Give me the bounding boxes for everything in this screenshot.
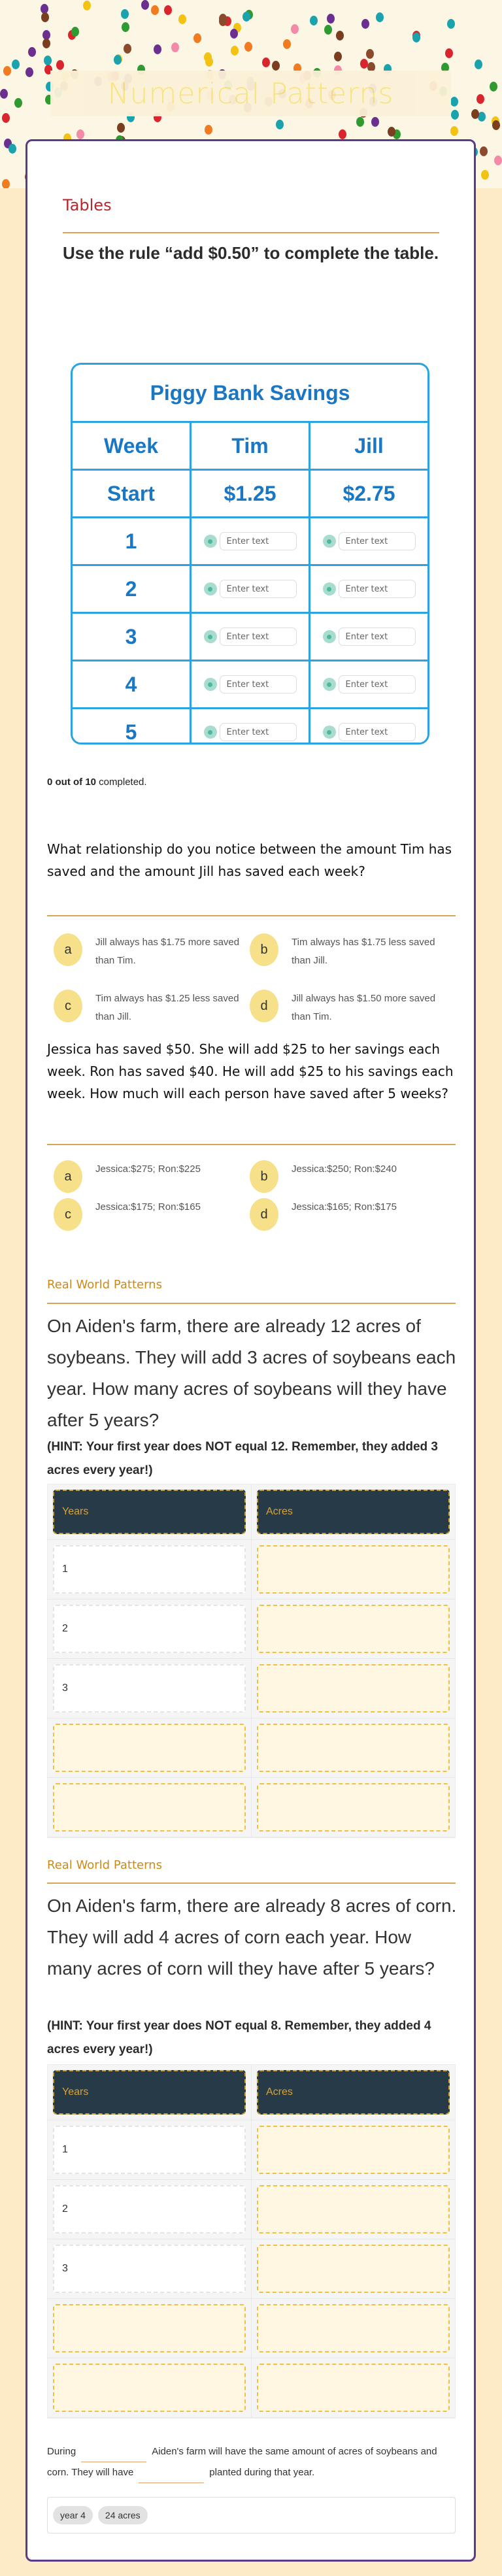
tim-week-input-group: [204, 627, 297, 646]
question-divider: [47, 915, 456, 916]
option-letter-badge: a: [54, 933, 82, 966]
word-chip[interactable]: 24 acres: [98, 2506, 148, 2524]
week-label: 4: [73, 661, 192, 707]
tim-week-input-group: [204, 723, 297, 741]
question-relationship: What relationship do you notice between the amount Tim has saved and the amount Jill has saved each week?: [47, 841, 452, 879]
jill-cell: [310, 614, 427, 660]
tim-cell: [192, 566, 310, 612]
tim-week-input[interactable]: Enter text: [220, 580, 297, 598]
table-row: [48, 2239, 455, 2299]
year-drop-zone[interactable]: [53, 1724, 246, 1772]
completion-suffix: completed.: [96, 777, 147, 788]
confetti-dot: [447, 19, 455, 29]
confetti-dot: [276, 120, 284, 129]
confetti-dot: [2, 179, 10, 188]
table-row: [48, 2299, 455, 2358]
confetti-dot: [360, 59, 368, 69]
confetti-dot: [28, 47, 36, 57]
option-text: Jessica:$275; Ron:$225: [95, 1163, 201, 1175]
table-row: [48, 2120, 455, 2180]
section-heading-real-world: Real World Patterns: [47, 1278, 162, 1292]
option-letter-badge: b: [250, 933, 278, 966]
word-chip[interactable]: year 4: [53, 2506, 93, 2524]
option-letter-badge: d: [250, 1198, 278, 1231]
confetti-dot: [124, 44, 131, 54]
jill-week-input-group: [323, 532, 416, 550]
confetti-dot: [450, 126, 458, 136]
fill-text-3: planted during that year.: [209, 2467, 315, 2478]
confetti-dot: [121, 9, 129, 19]
confetti-dot: [481, 170, 489, 180]
section-divider: [47, 1882, 456, 1884]
confetti-dot: [451, 110, 459, 120]
jill-week-input[interactable]: Enter text: [339, 627, 416, 646]
option-text: Tim always has $1.75 less saved than Jill.: [292, 937, 435, 966]
answer-option-c[interactable]: [54, 1198, 250, 1231]
year-cell: 3: [53, 1664, 246, 1713]
confetti-dot: [334, 52, 342, 61]
confetti-dot: [71, 27, 79, 37]
blank-drop-1[interactable]: [81, 2449, 146, 2462]
option-text: Tim always has $1.25 less saved than Jill.: [95, 993, 239, 1022]
confetti-dot: [450, 97, 458, 107]
tim-week-input-group: [204, 580, 297, 598]
confetti-dot: [151, 5, 159, 15]
option-letter-badge: c: [54, 990, 82, 1022]
tim-week-input[interactable]: Enter text: [220, 532, 297, 550]
confetti-dot: [122, 22, 129, 32]
confetti-dot: [141, 0, 149, 10]
week-label: 3: [73, 614, 192, 660]
header-acres: Acres: [257, 2070, 450, 2115]
confetti-dot: [494, 156, 502, 165]
acres-drop-zone[interactable]: [257, 2364, 450, 2412]
jill-week-input-group: [323, 675, 416, 694]
tim-cell: [192, 709, 310, 744]
confetti-dot: [371, 117, 379, 127]
header-years: Years: [53, 2070, 246, 2115]
table-row-week: [73, 709, 427, 744]
year-cell: 2: [53, 2185, 246, 2233]
table-row: [48, 1540, 455, 1599]
year-cell: 1: [53, 1545, 246, 1594]
answer-option-b[interactable]: [250, 1160, 446, 1193]
confetti-dot: [12, 59, 20, 69]
option-letter-badge: c: [54, 1198, 82, 1231]
table-row-start: [73, 471, 427, 518]
confetti-dot: [361, 19, 369, 29]
confetti-dot: [0, 89, 8, 99]
header-week: Week: [73, 423, 192, 469]
option-text: Jill always has $1.75 more saved than Tim.: [95, 937, 240, 966]
confetti-dot: [178, 14, 186, 24]
week-label: 2: [73, 566, 192, 612]
confetti-dot: [412, 33, 420, 42]
acres-drop-zone[interactable]: [257, 2245, 450, 2293]
confetti-dot: [171, 42, 179, 52]
jill-week-input-group: [323, 627, 416, 646]
confetti-dot: [3, 66, 11, 76]
tim-start-value: $1.25: [192, 471, 310, 516]
input-marker-icon: [204, 582, 217, 595]
section-divider: [47, 1303, 456, 1304]
confetti-dot: [205, 57, 213, 67]
tim-cell: [192, 614, 310, 660]
input-marker-icon: [204, 678, 217, 691]
options-jessica: [54, 1160, 459, 1231]
confetti-dot: [83, 1, 91, 10]
year-cell: 3: [53, 2245, 246, 2293]
confetti-dot: [283, 39, 291, 49]
confetti-dot: [339, 129, 346, 139]
table-row-week: [73, 614, 427, 661]
answer-option-b[interactable]: [250, 933, 446, 970]
confetti-dot: [324, 25, 332, 35]
table-row: [48, 1599, 455, 1659]
section-heading-real-world: Real World Patterns: [47, 1858, 162, 1872]
option-text: Jill always has $1.50 more saved than Tim.: [292, 993, 436, 1022]
confetti-dot: [117, 123, 125, 133]
start-label: Start: [73, 471, 192, 516]
completion-status: [47, 777, 147, 788]
page-title-box: [50, 71, 451, 116]
year-drop-zone[interactable]: [53, 2304, 246, 2352]
input-marker-icon: [323, 582, 336, 595]
jill-week-input-group: [323, 723, 416, 741]
confetti-dot: [56, 60, 64, 70]
confetti-dot: [41, 12, 49, 22]
option-text: Jessica:$165; Ron:$175: [292, 1201, 397, 1213]
table-header-row: [48, 2065, 455, 2120]
question-divider: [47, 1144, 456, 1145]
table-row-week: [73, 518, 427, 566]
table-row: [48, 2358, 455, 2418]
tim-week-input[interactable]: Enter text: [220, 675, 297, 694]
confetti-dot: [230, 29, 238, 39]
header-tim: Tim: [192, 423, 310, 469]
year-drop-zone[interactable]: [53, 2364, 246, 2412]
jill-week-input[interactable]: Enter text: [339, 580, 416, 598]
header-acres: Acres: [257, 1490, 450, 1534]
confetti-dot: [262, 58, 270, 67]
year-cell: 1: [53, 2126, 246, 2174]
confetti-dot: [388, 127, 395, 137]
jill-cell: [310, 709, 427, 744]
confetti-dot: [336, 31, 344, 41]
acres-drop-zone[interactable]: [257, 1545, 450, 1594]
week-label: 1: [73, 518, 192, 564]
confetti-dot: [471, 109, 479, 119]
confetti-dot: [231, 46, 239, 56]
table-row-week: [73, 661, 427, 709]
question-text: Use the rule “add $0.50” to complete the table.: [63, 243, 439, 263]
soybeans-question: On Aiden's farm, there are already 12 acres of soybeans. They will add 3 acres of soybeans each year. How many acres of soybeans will they have after 5 years?: [47, 1316, 456, 1430]
corn-hint: (HINT: Your first year does NOT equal 8. Remember, they added 4 acres every year!): [47, 2019, 431, 2056]
table-row: [48, 1659, 455, 1718]
jill-cell: [310, 661, 427, 707]
input-marker-icon: [204, 630, 217, 643]
input-marker-icon: [323, 678, 336, 691]
acres-drop-zone[interactable]: [257, 1664, 450, 1713]
jill-cell: [310, 518, 427, 564]
word-bank: [47, 2497, 456, 2534]
table-row: [48, 1778, 455, 1837]
acres-drop-zone[interactable]: [257, 1783, 450, 1832]
tim-week-input-group: [204, 532, 297, 550]
answer-option-a[interactable]: [54, 933, 250, 970]
jill-week-input-group: [323, 580, 416, 598]
soybeans-hint: (HINT: Your first year does NOT equal 12. Remember, they added 3 acres every year!): [47, 1440, 438, 1477]
completion-count: 0 out of 10: [47, 777, 97, 788]
header-years: Years: [53, 1490, 246, 1534]
jill-start-value: $2.75: [343, 481, 395, 505]
fill-in-sentence: [47, 2441, 459, 2483]
answer-option-c[interactable]: [54, 990, 250, 1026]
confetti-dot: [243, 12, 250, 22]
year-drop-zone[interactable]: [53, 1783, 246, 1832]
header-jill: Jill: [354, 433, 384, 458]
question-jessica: Jessica has saved $50. She will add $25 to her savings each week. Ron has saved $40. He will add $25 to his savings each week. How much will each person have saved after 5 weeks?: [47, 1041, 454, 1101]
jill-cell: [310, 566, 427, 612]
answer-option-a[interactable]: [54, 1160, 250, 1193]
acres-drop-zone[interactable]: [257, 1605, 450, 1653]
answer-option-d[interactable]: [250, 1198, 446, 1231]
confetti-dot: [310, 16, 318, 25]
option-text: Jessica:$250; Ron:$240: [292, 1163, 397, 1175]
fill-text-2: Aiden's farm will have the same amount of acres of soybeans and corn. They will have: [47, 2446, 437, 2478]
fill-text-1: During: [47, 2446, 76, 2457]
piggy-table-title: Piggy Bank Savings: [73, 365, 427, 423]
confetti-dot: [366, 49, 374, 59]
table-row: [48, 2180, 455, 2239]
input-marker-icon: [323, 726, 336, 739]
page-title: Numerical Patterns: [107, 76, 394, 110]
confetti-dot: [14, 98, 22, 108]
confetti-dot: [445, 48, 453, 58]
jill-week-input[interactable]: Enter text: [339, 532, 416, 550]
acres-drop-zone[interactable]: [257, 2185, 450, 2233]
answer-option-d[interactable]: [250, 990, 446, 1026]
confetti-dot: [154, 44, 161, 54]
confetti-dot: [492, 120, 500, 130]
table-row-week: [73, 566, 427, 614]
confetti-dot: [42, 39, 50, 48]
confetti-dot: [219, 14, 227, 24]
tim-cell: [192, 661, 310, 707]
acres-drop-zone[interactable]: [257, 1724, 450, 1772]
table-header-row: [73, 423, 427, 471]
confetti-dot: [291, 24, 299, 34]
confetti-dot: [205, 125, 212, 135]
confetti-dot: [475, 59, 482, 69]
year-cell: 2: [53, 1605, 246, 1653]
blank-drop-2[interactable]: [139, 2469, 204, 2483]
confetti-dot: [25, 67, 33, 77]
confetti-dot: [76, 129, 84, 139]
confetti-dot: [164, 5, 172, 15]
option-letter-badge: b: [250, 1160, 278, 1193]
confetti-dot: [2, 113, 10, 123]
table-header-row: [48, 1484, 455, 1540]
confetti-dot: [272, 61, 280, 71]
table-row: [48, 1718, 455, 1778]
soybeans-table: [47, 1484, 456, 1838]
tim-week-input[interactable]: Enter text: [220, 723, 297, 741]
confetti-dot: [327, 14, 335, 24]
confetti-dot: [244, 42, 252, 52]
corn-table: [47, 2064, 456, 2418]
tim-week-input[interactable]: Enter text: [220, 627, 297, 646]
input-marker-icon: [204, 535, 217, 548]
input-marker-icon: [323, 535, 336, 548]
option-letter-badge: d: [250, 990, 278, 1022]
corn-question: On Aiden's farm, there are already 8 acres of corn. They will add 4 acres of corn each year. How many acres of corn will they have after 5 years?: [47, 1896, 457, 1979]
week-label: 5: [73, 709, 192, 744]
confetti-dot: [480, 146, 488, 156]
tim-week-input-group: [204, 675, 297, 694]
input-marker-icon: [204, 726, 217, 739]
acres-drop-zone[interactable]: [257, 2126, 450, 2174]
piggy-bank-table: [71, 363, 429, 744]
option-text: Jessica:$175; Ron:$165: [95, 1201, 201, 1213]
jill-week-input[interactable]: Enter text: [339, 723, 416, 741]
confetti-dot: [477, 94, 484, 104]
confetti-dot: [490, 82, 497, 92]
confetti-dot: [193, 33, 201, 43]
confetti-dot: [376, 12, 384, 22]
section-heading-tables: Tables: [63, 196, 112, 214]
confetti-dot: [114, 55, 122, 65]
tim-cell: [192, 518, 310, 564]
section-divider: [63, 232, 439, 233]
confetti-dot: [356, 117, 364, 127]
acres-drop-zone[interactable]: [257, 2304, 450, 2352]
option-letter-badge: a: [54, 1160, 82, 1193]
input-marker-icon: [323, 630, 336, 643]
jill-week-input[interactable]: Enter text: [339, 675, 416, 694]
confetti-dot: [8, 144, 16, 154]
options-relationship: [54, 933, 459, 1026]
